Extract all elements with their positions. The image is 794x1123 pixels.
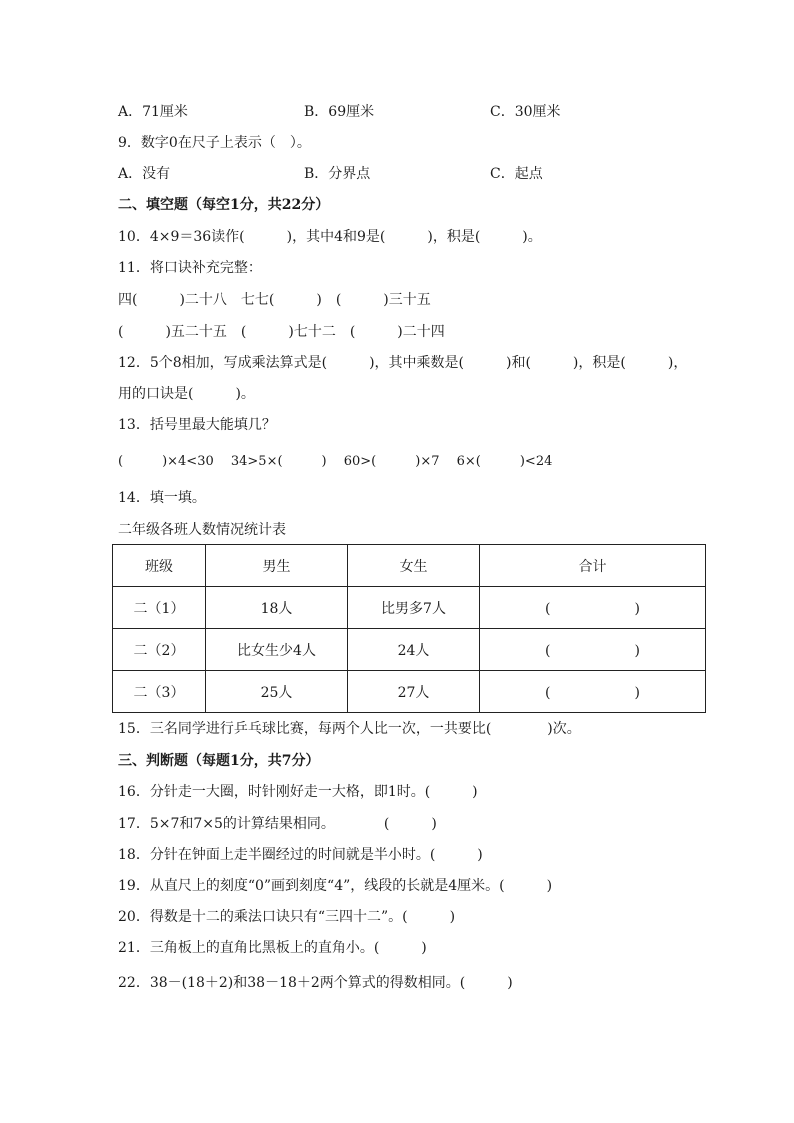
table-cell: 25人 (206, 671, 348, 713)
table-header-row (113, 545, 706, 587)
answer-blank: ( ) (480, 587, 706, 629)
question-16: 16．分针走一大圈，时针刚好走一大格，即1时。( ) (118, 784, 478, 800)
question-12-continued: 用的口诀是( )。 (118, 386, 255, 402)
question-11-line-1: 四( )二十八 七七( ) ( )三十五 (118, 292, 431, 308)
table-row (113, 587, 706, 629)
class-stats-table (112, 544, 706, 713)
question-17: 17．5×7和7×5的计算结果相同。 ( ) (118, 816, 437, 832)
table-cell: 24人 (348, 629, 480, 671)
table-caption: 二年级各班人数情况统计表 (118, 522, 286, 538)
answer-blank: ( ) (480, 671, 706, 713)
q8-option-c: C．30厘米 (490, 104, 561, 120)
table-cell: 二（1） (113, 587, 206, 629)
q9-option-c: C．起点 (490, 166, 543, 182)
table-row (113, 629, 706, 671)
section-3-heading: 三、判断题（每题1分，共7分） (118, 753, 320, 769)
table-row (113, 671, 706, 713)
q8-option-b: B．69厘米 (304, 104, 375, 120)
header-boys: 男生 (206, 545, 348, 587)
question-22: 22．38－(18＋2)和38－18＋2两个算式的得数相同。( ) (118, 975, 513, 991)
q9-option-a: A．没有 (118, 166, 171, 182)
question-12: 12．5个8相加，写成乘法算式是( )，其中乘数是( )和( )，积是( )， (118, 355, 688, 371)
header-class: 班级 (113, 545, 206, 587)
question-18: 18．分针在钟面上走半圈经过的时间就是半小时。( ) (118, 847, 483, 863)
q8-option-a: A．71厘米 (118, 104, 188, 120)
table-cell: 比男多7人 (348, 587, 480, 629)
question-19: 19．从直尺上的刻度“0”画到刻度“4”，线段的长就是4厘米。( ) (118, 878, 553, 894)
question-13-line: ( )×4<30 34>5×( ) 60>( )×7 6×( )<24 (118, 454, 553, 469)
question-10: 10．4×9＝36读作( )，其中4和9是( )，积是( )。 (118, 229, 542, 245)
table-cell: 18人 (206, 587, 348, 629)
question-15: 15．三名同学进行乒乓球比赛，每两个人比一次，一共要比( )次。 (118, 721, 581, 737)
q9-option-b: B．分界点 (304, 166, 371, 182)
question-9: 9．数字0在尺子上表示（ ）。 (118, 135, 311, 151)
question-11-line-2: ( )五二十五 ( )七十二 ( )二十四 (118, 324, 445, 340)
question-11: 11．将口诀补充完整： (118, 260, 262, 276)
question-21: 21．三角板上的直角比黑板上的直角小。( ) (118, 940, 427, 956)
answer-blank: ( ) (480, 629, 706, 671)
header-total: 合计 (480, 545, 706, 587)
question-14: 14．填一填。 (118, 490, 206, 506)
header-girls: 女生 (348, 545, 480, 587)
table-cell: 二（3） (113, 671, 206, 713)
question-13: 13．括号里最大能填几？ (118, 417, 276, 433)
table-cell: 比女生少4人 (206, 629, 348, 671)
section-2-heading: 二、填空题（每空1分，共22分） (118, 197, 330, 213)
table-cell: 27人 (348, 671, 480, 713)
table-cell: 二（2） (113, 629, 206, 671)
question-20: 20．得数是十二的乘法口诀只有“三四十二”。( ) (118, 909, 456, 925)
